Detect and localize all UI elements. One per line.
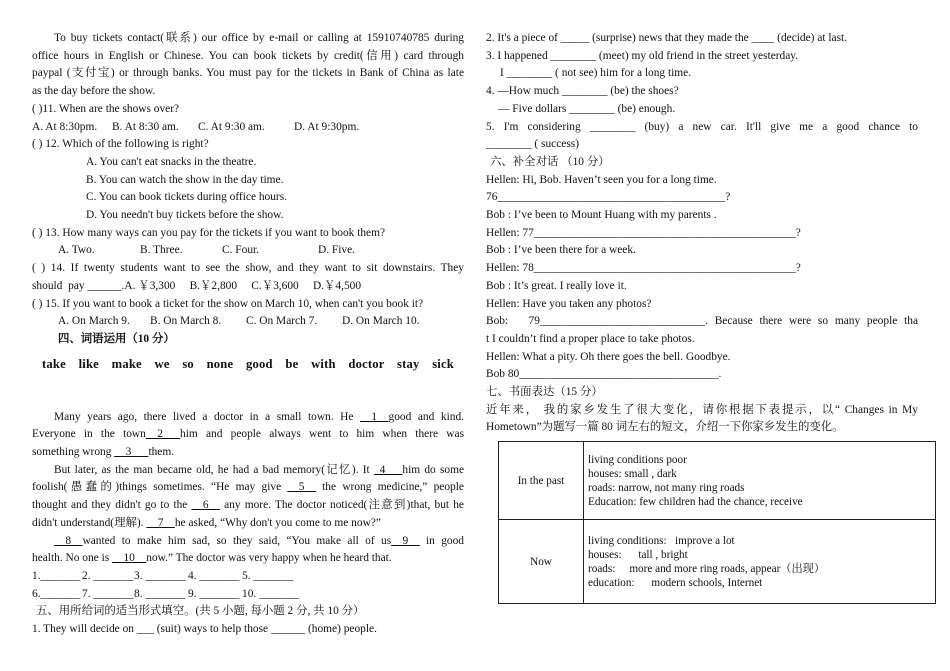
answer-row-2 [32, 586, 464, 604]
dialogue-line: Bob: 79_____________________________. Because there were so many people tha [486, 315, 918, 328]
blank-1[interactable]: __1__ [360, 410, 389, 423]
reading-line: paypal (支付宝) or through banks. You must pay for the tickets in Bank of China as late [32, 67, 464, 80]
table-line: roads: more and more ring roads, appear（出现） [588, 562, 826, 575]
dialogue-line: Hellen: What a pity. Oh there goes the bell. Goodbye. [486, 350, 731, 363]
table-row-content [584, 442, 936, 520]
option: B. You can watch the show in the day time. [86, 173, 284, 186]
option: B. Three. [140, 244, 183, 257]
s5-question-3-line2: I ________ ( not see) him for a long time. [500, 67, 692, 80]
table-line: houses: small , dark [588, 467, 677, 480]
option: D. Five. [318, 244, 356, 257]
cloze-line: Everyone in the town__2___him and people always went to him when there was [32, 428, 464, 441]
cloze-line: thought and they didn't go to the __6__ any more. The doctor noticed(注意到)that, but he [32, 499, 464, 512]
blank-3[interactable]: __3___ [114, 446, 149, 459]
answer-row-1 [32, 568, 464, 586]
question-stem: ( ) 14. If twenty students want to see the show, and they want to sit downstairs. They [32, 262, 464, 275]
right-column [486, 30, 918, 604]
answer-slot[interactable]: 5. _______ [242, 569, 294, 582]
question-12 [32, 136, 464, 225]
section-5-title: 五、用所给词的适当形式填空。(共 5 小题, 每小题 2 分, 共 10 分） [36, 605, 365, 618]
section-7-title: 七、书面表达（15 分） [486, 386, 603, 399]
answer-slot[interactable]: 1._______ [32, 569, 81, 582]
option: D. At 9:30pm. [294, 120, 360, 133]
cloze-line: foolish(愚蠢的)things sometimes. “He may give __5__ the wrong medicine,” people [32, 481, 464, 494]
s5-question-1: 1. They will decide on ___ (suit) ways to help those ______ (home) people. [32, 623, 377, 636]
answer-slot[interactable]: 8. _______ [134, 587, 186, 600]
left-column [32, 30, 464, 639]
blank-5[interactable]: __5__ [287, 481, 316, 494]
question-15 [32, 296, 464, 331]
option: B. On March 8. [150, 315, 222, 328]
table-row [499, 442, 936, 520]
option: D. You needn't buy tickets before the show. [86, 209, 284, 222]
option: A. You can't eat snacks in the theatre. [86, 155, 257, 168]
cloze-passage [32, 409, 464, 568]
table-row-label: In the past [499, 442, 584, 520]
writing-prompt-line2: Hometown”为题写一篇 80 词左右的短文，介绍一下你家乡发生的变化。 [486, 421, 844, 434]
dialogue-line: Hellen: 77______________________________________________? [486, 226, 801, 239]
table-line: education: modern schools, Internet [588, 576, 763, 589]
blank-2[interactable]: __2___ [145, 428, 181, 441]
blank-7[interactable]: __7__ [146, 516, 175, 529]
reading-line: as the day before the show. [32, 85, 156, 98]
answer-slot[interactable]: 10. _______ [242, 587, 299, 600]
option: D. On March 10. [342, 315, 420, 328]
answer-slot[interactable]: 9. _______ [188, 587, 240, 600]
dialogue-line: Bob 80___________________________________. [486, 368, 722, 381]
question-14 [32, 260, 464, 295]
question-stem: ( ) 15. If you want to book a ticket for the show on March 10, when can't you book it? [32, 297, 424, 310]
options-row [32, 242, 464, 260]
s5-question-5-line2: ________ ( success) [486, 138, 580, 151]
answer-slot[interactable]: 3. _______ [134, 569, 186, 582]
answer-slot[interactable]: 7. _______ [82, 587, 134, 600]
dialogue-line: Bob : It’s great. I really love it. [486, 279, 627, 292]
table-line: living conditions poor [588, 453, 687, 466]
question-stem: ( ) 13. How many ways can you pay for the tickets if you want to book them? [32, 226, 386, 239]
dialogue-line: Hellen: 78______________________________________________? [486, 262, 801, 275]
question-13 [32, 225, 464, 260]
table-line: Education: few children had the chance, receive [588, 495, 803, 508]
hints-table [498, 441, 936, 604]
options-row [32, 119, 464, 137]
cloze-line: didn't understand(理解). __7__he asked, “Why don't you come to me now?” [32, 516, 381, 529]
dialogue-line: Hellen: Have you taken any photos? [486, 297, 652, 310]
question-stem: ( )11. When are the shows over? [32, 102, 180, 115]
cloze-line: But later, as the man became old, he had a bad memory(记忆). It _4___him do some [54, 463, 464, 476]
s5-question-4: 4. —How much ________ (be) the shoes? [486, 85, 679, 98]
options-row [32, 313, 464, 331]
s5-question-3: 3. I happened ________ (meet) my old friend in the street yesterday. [486, 49, 799, 62]
answer-slot[interactable]: 2. _______ [82, 569, 134, 582]
table-line: houses: tall , bright [588, 548, 688, 561]
dialogue-line: Bob : I’ve been there for a week. [486, 244, 636, 257]
reading-line: To buy tickets contact(联系) our office by e-mail or calling at 15910740785 during [54, 32, 464, 44]
s5-question-5: 5. I'm considering ________ (buy) a new car. It'll give me a good chance to [486, 120, 918, 133]
option: A. On March 9. [58, 315, 130, 328]
cloze-line: something wrong __3___them. [32, 446, 175, 459]
table-row-content [584, 520, 936, 604]
dialogue-line: Hellen: Hi, Bob. Haven’t seen you for a long time. [486, 173, 717, 186]
cloze-line: health. No one is __10__now.” The doctor was very happy when he heard that. [32, 552, 392, 565]
option: C. On March 7. [246, 315, 318, 328]
option: C. You can book tickets during office hours. [86, 191, 288, 204]
question-11 [32, 101, 464, 136]
s5-question-4-line2: — Five dollars ________ (be) enough. [498, 102, 676, 115]
writing-prompt: 近年来， 我的家乡发生了很大变化，请你根据下表提示，以“ Changes in My [486, 403, 918, 416]
reading-passage [32, 30, 464, 101]
blank-10[interactable]: __10__ [112, 552, 147, 565]
question-stem: ( ) 12. Which of the following is right? [32, 138, 209, 151]
table-line: roads: narrow, not many ring roads [588, 481, 745, 494]
section-4-title: 四、词语运用（10 分） [58, 332, 175, 345]
s5-question-2: 2. It's a piece of _____ (surprise) news that they made the ____ (decide) at last. [486, 32, 848, 44]
table-row [499, 520, 936, 604]
option: A. At 8:30pm. [32, 120, 98, 133]
answer-slot[interactable]: 4. _______ [188, 569, 240, 582]
dialogue [486, 172, 918, 384]
answer-slot[interactable]: 6._______ [32, 587, 81, 600]
reading-line: office hours in English or Chinese. You can book tickets by credit(信用) card through [32, 49, 464, 62]
blank-9[interactable]: __9__ [391, 534, 420, 547]
dialogue-line: t I couldn’t find a proper place to take photos. [486, 332, 695, 345]
blank-6[interactable]: __6__ [191, 499, 220, 512]
option: C. Four. [222, 244, 260, 257]
option: C. At 9:30 am. [198, 120, 265, 133]
section-6-title: 六、补全对话 （10 分） [490, 155, 610, 168]
blank-4[interactable]: _4___ [373, 463, 403, 476]
blank-8[interactable]: __8__ [54, 534, 83, 547]
cloze-line: Many years ago, there lived a doctor in a small town. He __1__good and kind. [54, 410, 464, 423]
option: B. At 8:30 am. [112, 120, 179, 133]
question-stem: should pay ______.A. ￥3,300 B.￥2,800 C.￥3,600 D.￥4,500 [32, 279, 362, 292]
table-line: living conditions: improve a lot [588, 534, 735, 547]
word-bank: take like make we so none good be with doctor stay sick [41, 356, 454, 371]
table-row-label: Now [499, 520, 584, 604]
dialogue-line: 76________________________________________? [486, 191, 731, 204]
option: A. Two. [58, 244, 95, 257]
cloze-line: __8__wanted to make him sad, so they said, “You make all of us__9__ in good [54, 534, 464, 547]
dialogue-line: Bob : I’ve been to Mount Huang with my parents . [486, 209, 717, 222]
